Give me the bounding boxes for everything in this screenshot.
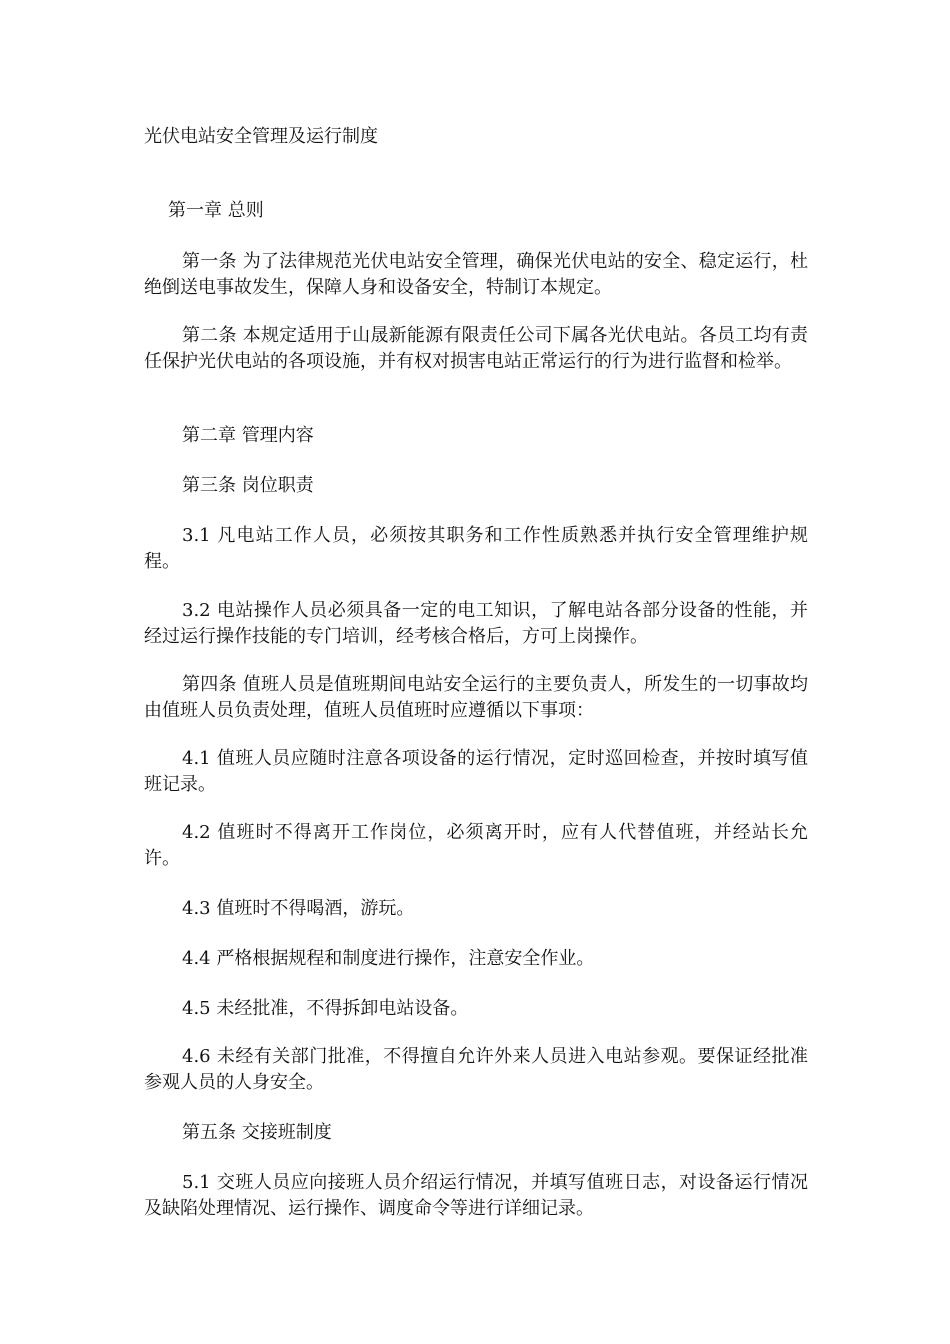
clause-paragraph: 4.1 值班人员应随时注意各项设备的运行情况，定时巡回检查，并按时填写值班记录。 <box>144 748 808 795</box>
clause-paragraph: 5.1 交班人员应向接班人员介绍运行情况，并填写值班日志，对设备运行情况及缺陷处理情况、运行操作、调度命令等进行详细记录。 <box>144 1172 808 1219</box>
article-paragraph: 第一条 为了法律规范光伏电站安全管理，确保光伏电站的安全、稳定运行，杜绝倒送电事故发生，保障人身和设备安全，特制订本规定。 <box>144 251 808 298</box>
chapter-heading: 第一章 总则 <box>168 200 264 221</box>
clause-paragraph: 4.3 值班时不得喝酒，游玩。 <box>182 898 415 919</box>
clause-paragraph: 3.2 电站操作人员必须具备一定的电工知识，了解电站各部分设备的性能，并经过运行操作技能的专门培训，经考核合格后，方可上岗操作。 <box>144 600 808 647</box>
chapter-heading: 第二章 管理内容 <box>182 425 314 446</box>
clause-paragraph: 4.4 严格根据规程和制度进行操作，注意安全作业。 <box>182 948 595 969</box>
document-title: 光伏电站安全管理及运行制度 <box>144 126 378 147</box>
article-paragraph: 第四条 值班人员是值班期间电站安全运行的主要负责人，所发生的一切事故均由值班人员负责处理，值班人员值班时应遵循以下事项： <box>144 674 808 721</box>
clause-paragraph: 4.5 未经批准，不得拆卸电站设备。 <box>182 998 469 1019</box>
clause-paragraph: 3.1 凡电站工作人员，必须按其职务和工作性质熟悉并执行安全管理维护规程。 <box>144 525 808 572</box>
clause-paragraph: 4.2 值班时不得离开工作岗位，必须离开时，应有人代替值班，并经站长允许。 <box>144 822 808 869</box>
article-paragraph: 第二条 本规定适用于山晟新能源有限责任公司下属各光伏电站。各员工均有责任保护光伏电站的各项设施，并有权对损害电站正常运行的行为进行监督和检举。 <box>144 325 808 372</box>
article-heading: 第三条 岗位职责 <box>182 475 314 496</box>
clause-paragraph: 4.6 未经有关部门批准，不得擅自允许外来人员进入电站参观。要保证经批准参观人员的人身安全。 <box>144 1046 808 1093</box>
article-heading: 第五条 交接班制度 <box>182 1122 332 1143</box>
